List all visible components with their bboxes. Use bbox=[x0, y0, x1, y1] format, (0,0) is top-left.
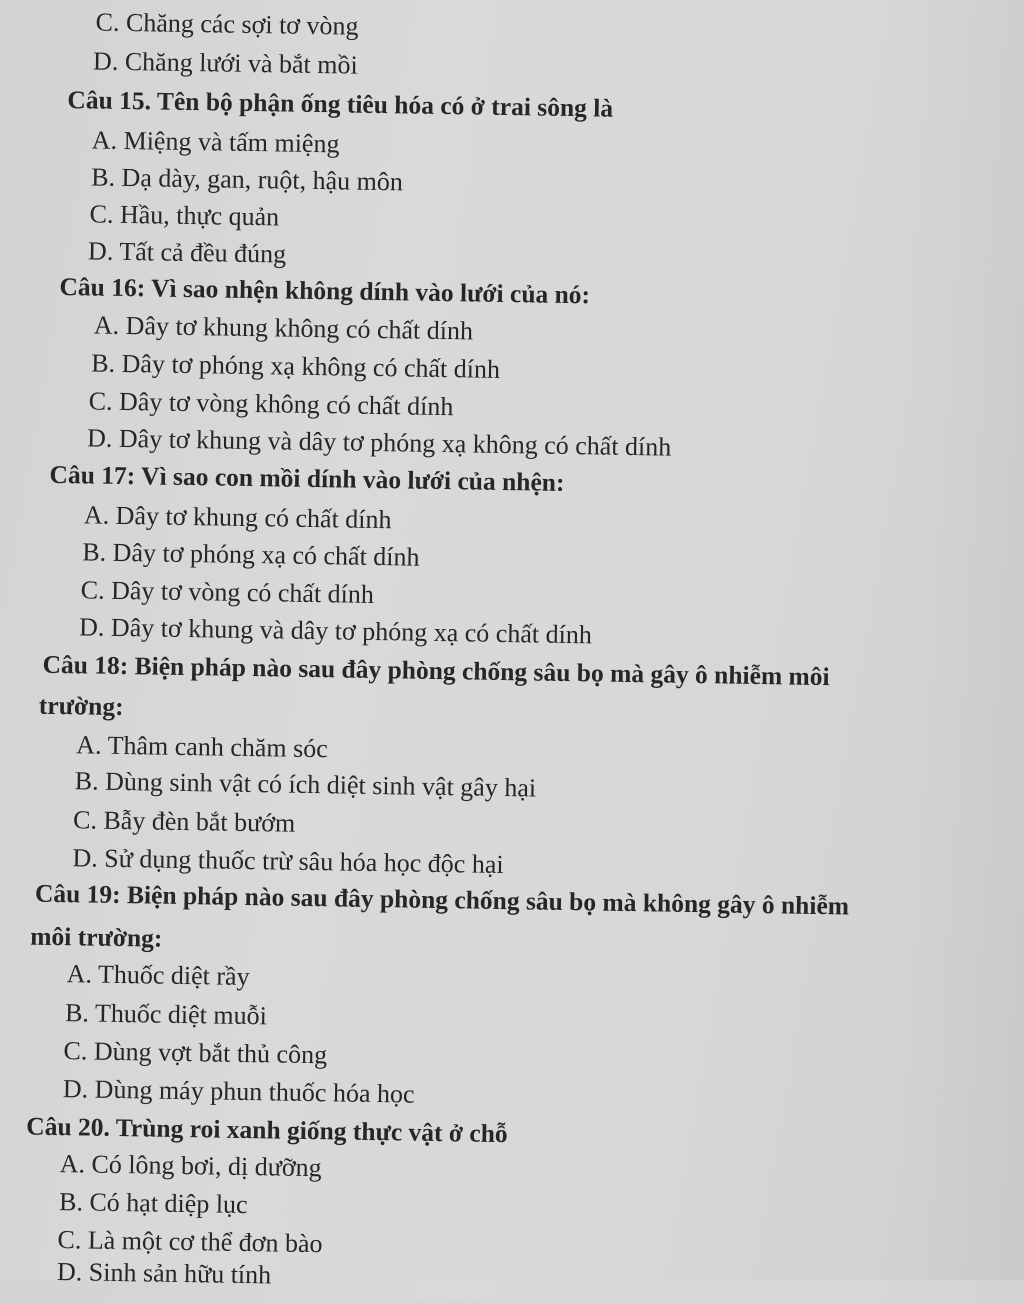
q16-answer-b: B. Dây tơ phóng xạ không có chất dính bbox=[91, 348, 501, 384]
q15-answer-d: D. Tất cả đều đúng bbox=[87, 236, 287, 269]
q20-answer-a: A. Có lông bơi, dị dưỡng bbox=[59, 1149, 322, 1183]
q18-answer-a: A. Thâm canh chăm sóc bbox=[76, 730, 329, 764]
q16-answer-d: D. Dây tơ khung và dây tơ phóng xạ không có chất dính bbox=[86, 423, 672, 462]
answer-c-prev: C. Chăng các sợi tơ vòng bbox=[95, 7, 359, 41]
q19-answer-d: D. Dùng máy phun thuốc hóa học bbox=[62, 1074, 415, 1109]
q18-answer-c: C. Bẫy đèn bắt bướm bbox=[72, 805, 296, 838]
q17-answer-c: C. Dây tơ vòng có chất dính bbox=[80, 575, 375, 609]
q15-answer-c: C. Hầu, thực quản bbox=[89, 199, 280, 232]
answer-d-prev: D. Chăng lưới và bắt mồi bbox=[92, 46, 358, 80]
question-20: Câu 20. Trùng roi xanh giống thực vật ở chỗ bbox=[26, 1111, 508, 1149]
q18-answer-d: D. Sử dụng thuốc trừ sâu hóa học độc hại bbox=[72, 843, 504, 880]
question-19: Câu 19: Biện pháp nào sau đây phòng chống sâu bọ mà không gây ô nhiễm bbox=[34, 878, 850, 921]
question-19-cont: môi trường: bbox=[30, 921, 163, 953]
question-18: Câu 18: Biện pháp nào sau đây phòng chống sâu bọ mà gây ô nhiễm môi bbox=[42, 649, 830, 692]
q19-answer-b: B. Thuốc diệt muỗi bbox=[64, 998, 268, 1031]
question-15: Câu 15. Tên bộ phận ống tiêu hóa có ở trai sông là bbox=[67, 85, 614, 123]
q17-answer-d: D. Dây tơ khung và dây tơ phóng xạ có chất dính bbox=[78, 612, 593, 650]
q17-answer-b: B. Dây tơ phóng xạ có chất dính bbox=[82, 537, 420, 572]
q16-answer-a: A. Dây tơ khung không có chất dính bbox=[93, 310, 474, 346]
q18-answer-b: B. Dùng sinh vật có ích diệt sinh vật gây hại bbox=[74, 766, 537, 803]
q17-answer-a: A. Dây tơ khung có chất dính bbox=[83, 500, 392, 535]
q19-answer-a: A. Thuốc diệt rầy bbox=[66, 959, 250, 992]
q20-answer-b: B. Có hạt diệp lục bbox=[58, 1187, 248, 1220]
question-17: Câu 17: Vì sao con mồi dính vào lưới của nhện: bbox=[49, 459, 565, 497]
q15-answer-a: A. Miệng và tấm miệng bbox=[91, 125, 340, 159]
q16-answer-c: C. Dây tơ vòng không có chất dính bbox=[88, 386, 454, 422]
q15-answer-b: B. Dạ dày, gan, ruột, hậu môn bbox=[91, 162, 404, 197]
q19-answer-c: C. Dùng vợt bắt thủ công bbox=[63, 1036, 328, 1070]
q20-answer-c: C. Là một cơ thể đơn bào bbox=[57, 1225, 323, 1259]
question-18-cont: trường: bbox=[38, 690, 124, 722]
q20-answer-d: D. Sinh sản hữu tính bbox=[56, 1257, 272, 1290]
question-16: Câu 16: Vì sao nhện không dính vào lưới của nó: bbox=[59, 271, 591, 310]
